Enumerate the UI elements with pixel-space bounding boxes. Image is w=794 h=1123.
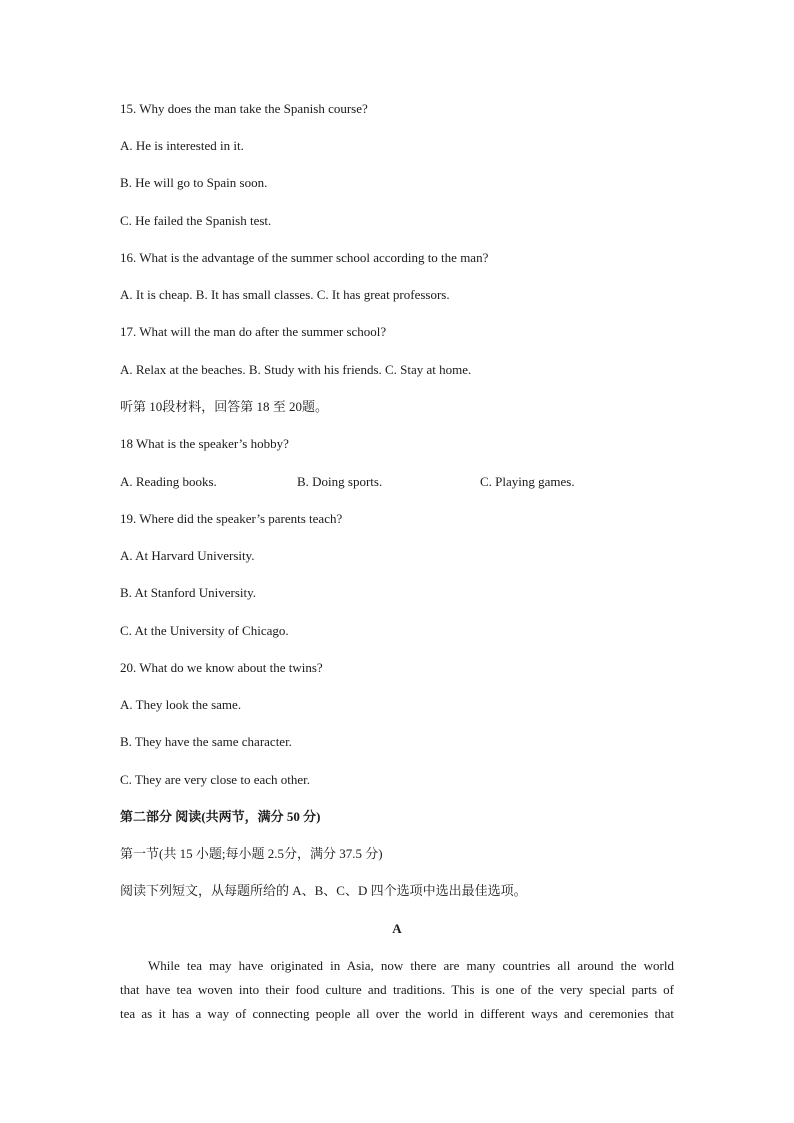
q19-option-a: A. At Harvard University.	[120, 548, 255, 563]
q15-option-c: C. He failed the Spanish test.	[120, 213, 272, 228]
q18-option-c: C. Playing games.	[480, 474, 575, 489]
passage-line-1: While tea may have originated in Asia, now there are many countries all around the world	[148, 958, 674, 973]
q16-options: A. It is cheap. B. It has small classes. C. It has great professors.	[120, 287, 450, 302]
q20-option-a: A. They look the same.	[120, 697, 242, 712]
passage-a-text	[120, 954, 674, 1026]
q19-option-b: B. At Stanford University.	[120, 585, 257, 600]
question-15: 15. Why does the man take the Spanish course?	[120, 101, 368, 116]
passage-line-2: that have tea woven into their food culture and traditions. This is one of the very special parts of	[120, 982, 674, 997]
q15-option-b: B. He will go to Spain soon.	[120, 175, 268, 190]
question-19: 19. Where did the speaker’s parents teach?	[120, 511, 343, 526]
part-two-title: 第二部分 阅读(共两节，满分 50 分)	[120, 809, 321, 824]
question-18: 18 What is the speaker’s hobby?	[120, 436, 289, 451]
passage-line-3: tea as it has a way of connecting people all over the world in different ways and ceremonies that	[120, 1006, 674, 1021]
q19-option-c: C. At the University of Chicago.	[120, 623, 289, 638]
section-10-instruction: 听第 10段材料，回答第 18 至 20题。	[120, 399, 329, 414]
q15-option-a: A. He is interested in it.	[120, 138, 244, 153]
question-16: 16. What is the advantage of the summer school according to the man?	[120, 250, 489, 265]
q17-options: A. Relax at the beaches. B. Study with his friends. C. Stay at home.	[120, 362, 472, 377]
passage-label: A	[392, 921, 402, 936]
section-one-title: 第一节(共 15 小题;每小题 2.5分，满分 37.5 分)	[120, 846, 383, 861]
q18-option-a: A. Reading books.	[120, 474, 217, 489]
q18-option-b: B. Doing sports.	[297, 474, 383, 489]
q20-option-c: C. They are very close to each other.	[120, 772, 310, 787]
question-17: 17. What will the man do after the summer school?	[120, 324, 387, 339]
question-20: 20. What do we know about the twins?	[120, 660, 323, 675]
reading-instruction: 阅读下列短文，从每题所给的 A、B、C、D 四个选项中选出最佳选项。	[120, 883, 527, 898]
q20-option-b: B. They have the same character.	[120, 734, 292, 749]
